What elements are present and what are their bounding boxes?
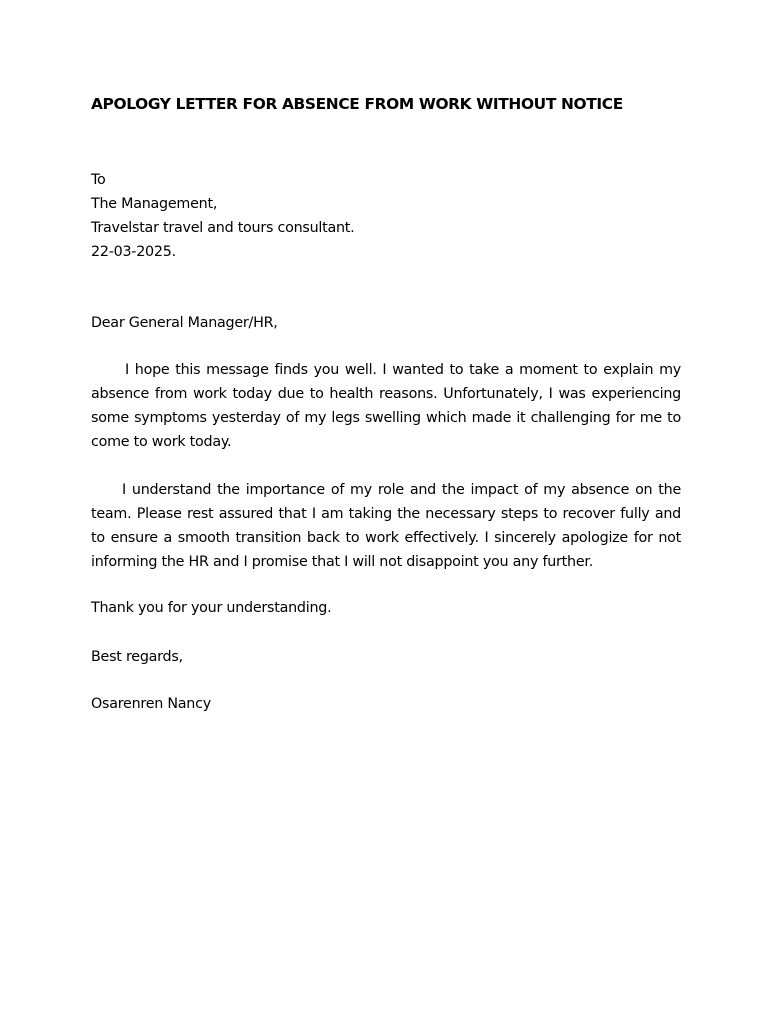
- paragraph-1-line: come to work today.: [91, 434, 232, 450]
- address-block: [91, 168, 681, 264]
- address-recipient: The Management,: [91, 196, 218, 212]
- paragraph-2-line: I understand the importance of my role and the impact of my absence on the: [122, 482, 681, 498]
- thanks-line: [91, 596, 681, 620]
- paragraph-2-line: informing the HR and I promise that I will not disappoint you any further.: [91, 554, 594, 570]
- thanks-text: Thank you for your understanding.: [91, 600, 332, 616]
- paragraph-2: [91, 478, 681, 574]
- letter-date: 22-03-2025.: [91, 244, 176, 260]
- paragraph-2-line: to ensure a smooth transition back to work effectively. I sincerely apologize for not: [91, 530, 681, 546]
- address-company: Travelstar travel and tours consultant.: [91, 220, 355, 236]
- signature-name: Osarenren Nancy: [91, 696, 211, 712]
- paragraph-1: [91, 358, 681, 454]
- address-to: To: [91, 172, 106, 188]
- signature-line: [91, 692, 681, 716]
- salutation-text: Dear General Manager/HR,: [91, 315, 278, 331]
- paragraph-1-line: some symptoms yesterday of my legs swelling which made it challenging for me to: [91, 410, 681, 426]
- paragraph-1-line: absence from work today due to health reasons. Unfortunately, I was experiencing: [91, 386, 681, 402]
- closing-text: Best regards,: [91, 649, 183, 665]
- letter-title: APOLOGY LETTER FOR ABSENCE FROM WORK WITHOUT NOTICE: [91, 95, 623, 113]
- paragraph-2-line: team. Please rest assured that I am taking the necessary steps to recover fully and: [91, 506, 681, 522]
- paragraph-1-line: I hope this message finds you well. I wanted to take a moment to explain my: [125, 362, 681, 378]
- closing-line: [91, 645, 681, 669]
- salutation: [91, 311, 681, 335]
